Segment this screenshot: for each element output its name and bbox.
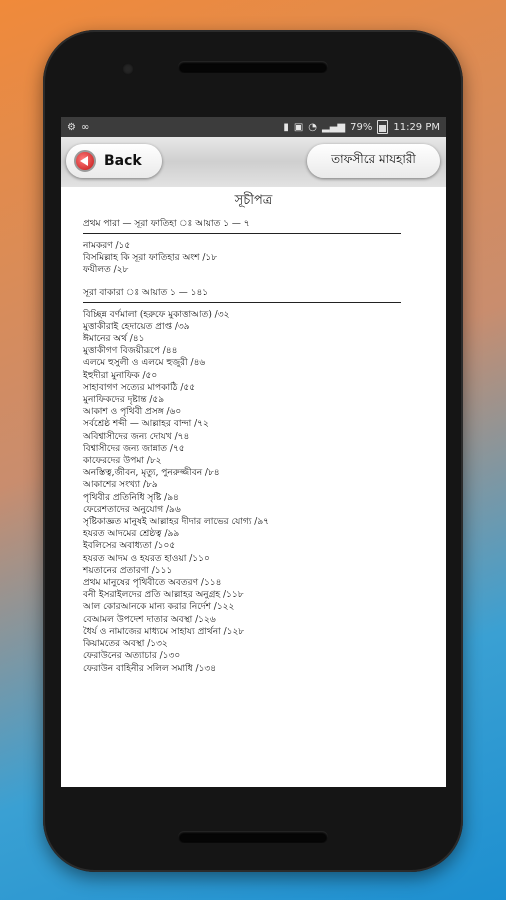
wifi-icon: ◔: [308, 121, 318, 133]
infinity-icon: ∞: [80, 121, 90, 133]
toc-entry[interactable]: ফেরেশতাদের অনুযোগ /৯৬: [83, 504, 181, 515]
section-heading-1: প্রথম পারা — সূরা ফাতিহা ঃ আয়াত ১ — ৭: [83, 216, 401, 234]
toc-entry[interactable]: অনস্তিত্ব,জীবন, মৃত্যু, পুনরুজ্জীবন /৮৪: [83, 468, 220, 479]
toc-entry[interactable]: বেআমল উপদেশ দাতার অবস্থা /১২৬: [83, 614, 216, 625]
toc-entry[interactable]: সৃষ্টিকাজ্ঞত মানুষই আল্লাহর দীদার লাভের যোগ্য /৯৭: [83, 517, 270, 528]
toc-entry[interactable]: কাফেরদের উপমা /৮২: [83, 456, 162, 467]
toc-entry[interactable]: ফেরাউনের অত্যাচার /১৩০: [83, 651, 181, 662]
section-list-1: [83, 240, 446, 277]
toc-entry[interactable]: আকাশ ও পৃথিবী প্রসঙ্গ /৬০: [83, 407, 182, 418]
back-button-label: Back: [104, 153, 142, 169]
earpiece-speaker: [178, 61, 328, 73]
toc-entry[interactable]: নামকরণ /১৫: [83, 241, 131, 251]
app-screen: [61, 117, 446, 787]
signal-icon: ▂▄▆: [322, 121, 346, 133]
page-title: সূচীপত্র: [234, 193, 273, 208]
app-header: [61, 137, 446, 187]
toc-entry[interactable]: বনী ইসরাইলদের প্রতি আল্লাহর অনুগ্রহ /১১৮: [83, 590, 244, 601]
toc-entry[interactable]: কিয়ামতের অবস্থা /১৩২: [83, 639, 168, 650]
image-icon: ▣: [293, 121, 304, 133]
back-button[interactable]: [66, 144, 162, 178]
toc-entry[interactable]: বিচ্ছিন্ন বর্ণমালা (হরুফে মুকাত্তাআত) /৩২: [83, 309, 230, 320]
settings-icon: ⚙: [67, 121, 76, 133]
toc-entry[interactable]: মুনাফিকদের দৃষ্টান্ত /৫৯: [83, 395, 165, 406]
front-camera: [122, 63, 134, 75]
toc-entry[interactable]: প্রথম মানুষের পৃথিবীতে অবতরণ /১১৪: [83, 578, 222, 589]
table-of-contents: [61, 187, 446, 675]
toc-entry[interactable]: ধৈর্য ও নামাজের মাধ্যমে সাহায্য প্রার্থনা /১২৮: [83, 626, 245, 637]
section-heading-2: সূরা বাকারা ঃ আয়াত ১ — ১৪১: [83, 285, 401, 303]
toc-entry[interactable]: মুত্তাকীরাই হেদায়েত প্রাপ্ত /৩৯: [83, 321, 190, 332]
toc-entry[interactable]: ফেরাউন বাহিনীর সলিল সমাধি /১৩৪: [83, 663, 217, 674]
toc-entry[interactable]: অবিশ্বাসীদের জন্য দোযখ /৭৪: [83, 431, 190, 442]
toc-entry[interactable]: হযরত আদমের শ্রেষ্ঠত্ব /৯৯: [83, 529, 180, 540]
section-list-2: [83, 309, 446, 675]
toc-entry[interactable]: মুত্তাকীগণ বিজয়ীরূপে /৪৪: [83, 346, 178, 357]
toc-entry[interactable]: বিসমিল্লাহ কি সূরা ফাতিহার অংশ /১৮: [83, 253, 218, 264]
app-title-button[interactable]: [307, 144, 440, 178]
toc-entry[interactable]: ইহুদীরা মুনাফিক /৫০: [83, 370, 158, 381]
battery-icon: [377, 120, 388, 134]
toc-entry[interactable]: ইবলিসের অবাধ্যতা /১০৫: [83, 541, 176, 552]
toc-entry[interactable]: সাহাবাগণ সত্যের মাপকাঠি /৫৫: [83, 382, 196, 393]
back-arrow-icon: [74, 150, 96, 172]
notification-icon: ▮: [283, 121, 289, 133]
toc-entry[interactable]: আকাশের সংখ্যা /৮৯: [83, 480, 158, 491]
clock: 11:29 PM: [393, 121, 440, 133]
toc-entry[interactable]: সর্বশ্রেষ্ঠ শব্দী — আল্লাহর বান্দা /৭২: [83, 419, 209, 430]
battery-percent: 79%: [350, 121, 373, 133]
toc-entry[interactable]: ফযীলত /২৮: [83, 265, 129, 276]
toc-entry[interactable]: এলমে হুসুলী ও এলমে হুজুরী /৪৬: [83, 358, 206, 369]
toc-entry[interactable]: শয়তানের প্রতারণা /১১১: [83, 565, 173, 576]
app-title: তাফসীরে মাযহারী: [331, 152, 416, 166]
toc-entry[interactable]: পৃথিবীর প্রতিনিধি সৃষ্টি /৯৪: [83, 492, 179, 503]
status-bar: [61, 117, 446, 137]
toc-entry[interactable]: হযরত আদম ও হযরত হাওয়া /১১০: [83, 553, 210, 564]
bottom-speaker: [178, 831, 328, 843]
toc-entry[interactable]: ঈমানের অর্থ /৪১: [83, 334, 145, 345]
toc-entry[interactable]: বিশ্বাসীদের জন্য জান্নাত /৭৫: [83, 443, 185, 454]
toc-entry[interactable]: আল কোরআনকে মান্য করার নির্দেশ /১২২: [83, 602, 235, 613]
